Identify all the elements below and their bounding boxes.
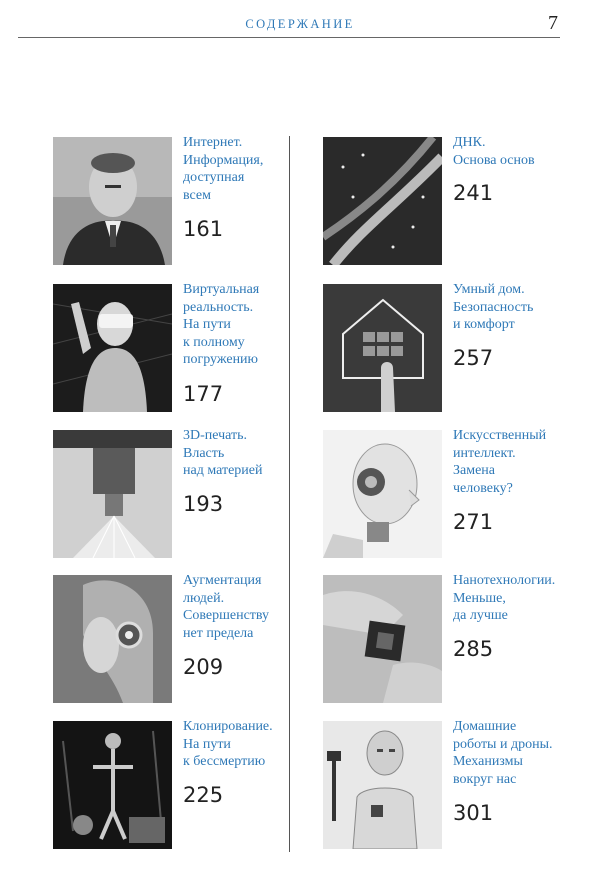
internet-thumbnail xyxy=(53,137,172,265)
toc-entry-title: Домашние роботы и дроны. Механизмы вокруг нас xyxy=(453,719,553,787)
nanotech-thumbnail xyxy=(323,575,442,703)
toc-entry-page: 161 xyxy=(183,217,224,241)
toc-entry-page: 193 xyxy=(183,492,224,516)
vr-thumbnail xyxy=(53,284,172,412)
toc-entry-page: 241 xyxy=(453,181,494,205)
ai-thumbnail xyxy=(323,430,442,558)
section-title: СОДЕРЖАНИЕ xyxy=(245,17,355,31)
augmentation-thumbnail xyxy=(53,575,172,703)
toc-entry-title: ДНК. Основа основ xyxy=(453,135,535,168)
smart-home-thumbnail xyxy=(323,284,442,412)
toc-entry-title: 3D-печать. Власть над материей xyxy=(183,428,263,479)
toc-entry-title: Виртуальная реальность. На пути к полному погружению xyxy=(183,282,260,368)
toc-entry-title: Клонирование. На пути к бессмертию xyxy=(183,719,273,770)
cloning-thumbnail xyxy=(53,721,172,849)
toc-entry-title: Аугментация людей. Совершенству нет предела xyxy=(183,573,270,641)
toc-entry-page: 177 xyxy=(183,382,224,406)
header-rule xyxy=(18,37,560,38)
toc-entry-page: 271 xyxy=(453,510,494,534)
toc-entry-page: 257 xyxy=(453,346,494,370)
3d-printer-thumbnail xyxy=(53,430,172,558)
toc-entry-page: 209 xyxy=(183,655,224,679)
home-robots-thumbnail xyxy=(323,721,442,849)
dna-thumbnail xyxy=(323,137,442,265)
toc-entry-title: Умный дом. Безопасность и комфорт xyxy=(453,282,534,333)
page-number: 7 xyxy=(548,12,558,34)
toc-entry-title: Нанотехнологии. Меньше, да лучше xyxy=(453,573,556,624)
toc-entry-page: 225 xyxy=(183,783,224,807)
toc-entry-page: 301 xyxy=(453,801,494,825)
toc-entry-title: Интернет. Информация, доступная всем xyxy=(183,135,264,203)
toc-entry-title: Искусственный интеллект. Замена человеку? xyxy=(453,428,547,496)
toc-entry-page: 285 xyxy=(453,637,494,661)
